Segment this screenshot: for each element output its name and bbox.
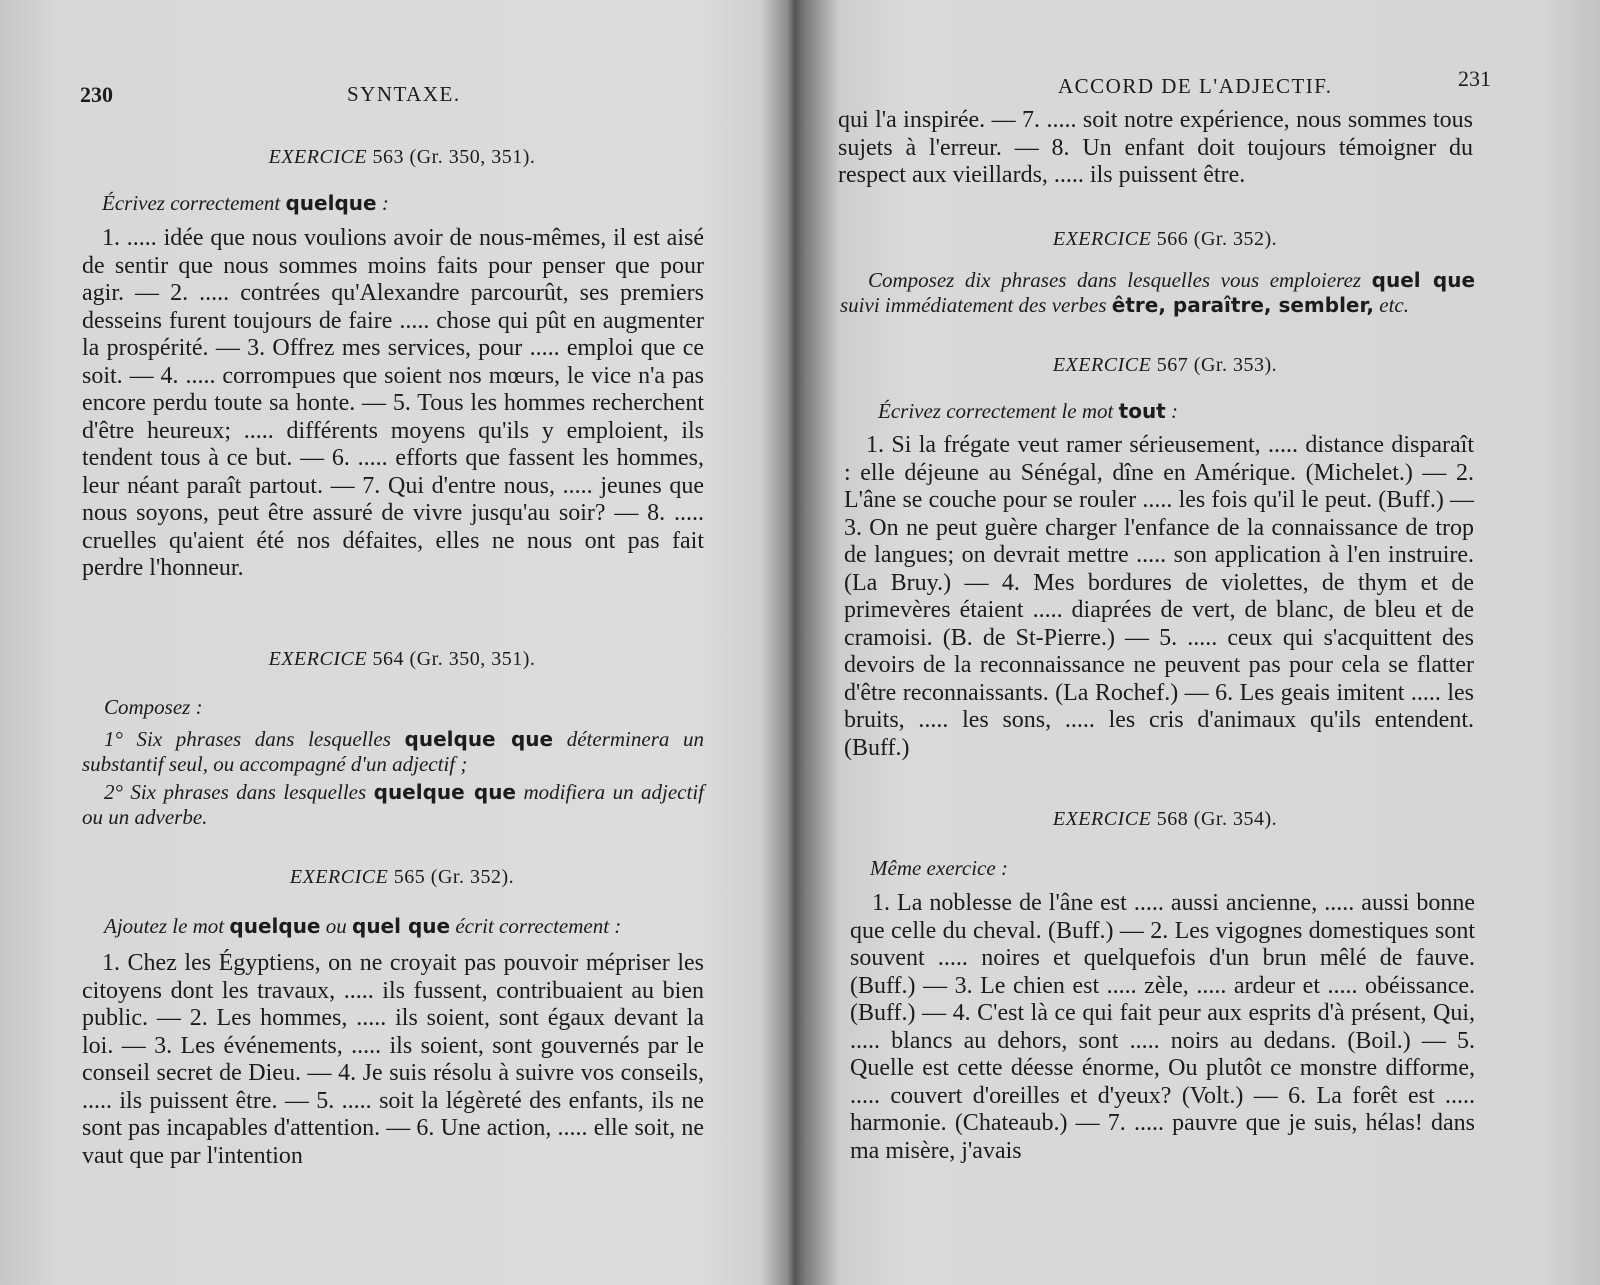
instruction-text: etc. xyxy=(1379,293,1410,317)
exercise-title xyxy=(850,228,1480,251)
right-page xyxy=(838,0,1500,1285)
exercise-title-label: EXERCICE xyxy=(1052,808,1152,830)
exercise-title xyxy=(82,866,722,889)
item-keyword: quelque que xyxy=(373,780,516,804)
instruction-keyword: quel que xyxy=(352,914,451,938)
instruction-text: Composez dix phrases dans lesquelles vous emploierez xyxy=(868,268,1362,292)
continuation-text: qui l'a inspirée. — 7. ..... soit notre expérience, nous sommes tous sujets à l'erreur. — 8. Un enfant doit toujours témoigner du respect aux vieillards, ..... ils puissent être. xyxy=(838,107,1473,188)
exercise-title-label: EXERCICE xyxy=(268,146,368,168)
instruction-keyword: tout xyxy=(1118,399,1166,423)
exercise-title xyxy=(82,146,722,169)
instruction-text: suivi immédiatement des verbes xyxy=(840,293,1107,317)
instruction-keyword: quel que xyxy=(1371,268,1476,292)
exercise-instruction xyxy=(104,914,621,939)
instruction-keyword: être, paraître, sembler, xyxy=(1111,293,1375,317)
exercise-title-ref: 565 (Gr. 352). xyxy=(393,866,515,888)
exercise-text: 1. Si la frégate veut ramer sérieusement, ..... distance disparaît : elle déjeune au Sénégal, dîne en Amérique. (Michelet.) — 2. L'âne se couche pour se rouler ..... les fois qu'il le peut. (Buff.) — 3. On ne peut guère charger l'enfance de la connaissance de trop de langues; on devrait mettre ..... son application à l'en instruire. (La Bruy.) — 4. Mes bordures de violettes, de thym et de primevères étaient ..... diaprées de vert, de blanc, de bleu et de cramoisi. (B. de St-Pierre.) — 5. ..... ceux qui s'acquittent des devoirs de la reconnaissance ne peuvent pas pour cela se flatter d'être reconnaissants. (La Rochef.) — 6. Les geais imitent ..... les bruits, ..... les sons, ..... les cris d'animaux qu'ils entendent. (Buff.) xyxy=(844,432,1474,761)
instruction-text: : xyxy=(381,191,389,215)
instruction-keyword: quelque xyxy=(229,914,321,938)
exercise-title xyxy=(82,648,722,671)
item-keyword: quelque que xyxy=(404,727,554,751)
exercise-item xyxy=(82,727,704,777)
instruction-text: écrit correctement : xyxy=(455,914,622,938)
exercise-text: 1. Chez les Égyptiens, on ne croyait pas pouvoir mépriser les citoyens dont les travaux, ..... ils fussent, contribuaient au bien public. — 2. Les hommes, ..... ils soient, sont égaux devant la loi. — 3. Les événements, ..... ils soient, sont gouvernés par le conseil secret de Dieu. — 4. Je suis résolu à suivre vos conseils, ..... ils puissent être. — 5. ..... soit la légèreté des enfants, ils ne sont pas incapables d'attention. — 6. Une action, ..... elle soit, ne vaut que par l'intention xyxy=(82,950,704,1169)
exercise-title-ref: 567 (Gr. 353). xyxy=(1156,354,1278,376)
instruction-text: Écrivez correctement xyxy=(102,191,281,215)
exercise-title-label: EXERCICE xyxy=(289,866,389,888)
instruction-text: : xyxy=(1171,399,1178,423)
instruction-text: ou xyxy=(325,914,347,938)
exercise-title-label: EXERCICE xyxy=(1052,354,1152,376)
exercise-title-label: EXERCICE xyxy=(1052,228,1152,250)
item-text: déterminera un substantif seul, ou accompagné d'un adjectif ; xyxy=(82,727,705,776)
exercise-title-label: EXERCICE xyxy=(268,648,368,670)
exercise-title-ref: 564 (Gr. 350, 351). xyxy=(372,648,536,670)
exercise-title-ref: 568 (Gr. 354). xyxy=(1156,808,1278,830)
exercise-instruction xyxy=(878,399,1178,424)
exercise-title-ref: 566 (Gr. 352). xyxy=(1156,228,1278,250)
running-head: ACCORD DE L'ADJECTIF. xyxy=(1058,74,1333,98)
exercise-item xyxy=(82,780,704,830)
exercise-instruction: Même exercice : xyxy=(870,856,1008,880)
item-text: 1° Six phrases dans lesquelles xyxy=(104,727,391,751)
exercise-title xyxy=(850,808,1480,831)
exercise-instruction xyxy=(840,268,1475,318)
exercise-title xyxy=(850,354,1480,377)
running-head: SYNTAXE. xyxy=(347,82,461,106)
instruction-text: Ajoutez le mot xyxy=(104,914,225,938)
left-page xyxy=(82,0,722,1285)
exercise-title-ref: 563 (Gr. 350, 351). xyxy=(372,146,536,168)
exercise-instruction xyxy=(102,191,389,216)
exercise-instruction: Composez : xyxy=(104,695,203,719)
item-text: 2° Six phrases dans lesquelles xyxy=(104,780,367,804)
item-text: modifiera un adjectif ou un adverbe. xyxy=(82,780,704,829)
page-number: 231 xyxy=(1458,66,1491,91)
page-number: 230 xyxy=(80,82,113,107)
exercise-text: 1. La noblesse de l'âne est ..... aussi ancienne, ..... aussi bonne que celle du cheval. (Buff.) — 2. Les vigognes domestiques sont souvent ..... noires et quelquefois d'un brun mêlé de fauve. (Buff.) — 3. Le chien est ..... zèle, ..... ardeur et ..... obéissance. (Buff.) — 4. C'est là ce qui fait peur aux esprits d'à présent, Qui, ..... blancs au dehors, sont ..... noirs au dedans. (Boil.) — 5. Quelle est cette déesse énorme, Ou plutôt ce monstre difforme, ..... couvert d'oreilles et d'yeux? (Volt.) — 6. La forêt est ..... harmonie. (Chateaub.) — 7. ..... pauvre que je suis, hélas! dans ma misère, j'avais xyxy=(850,890,1475,1164)
exercise-text: 1. ..... idée que nous voulions avoir de nous-mêmes, il est aisé de sentir que nous sommes moins faits pour penser que pour agir. — 2. ..... contrées qu'Alexandre parcourût, ses premiers desseins furent toujours de faire ..... chose qui pût en augmenter la prospérité. — 3. Offrez mes services, pour ..... emploi que ce soit. — 4. ..... corrompues que soient nos mœurs, le vice n'a pas encore perdu toute sa honte. — 5. Tous les hommes recherchent d'être heureux; ..... différents moyens qu'ils y emploient, ils tendent tous à ce but. — 6. ..... efforts que fassent les hommes, leur néant paraît partout. — 7. Qui d'entre nous, ..... jeunes que nous soyons, peut être assuré de vivre jusqu'au soir? — 8. ..... cruelles qu'aient été nos défaites, elles ne nous ont pas fait perdre l'honneur. xyxy=(82,225,704,581)
instruction-text: Écrivez correctement le mot xyxy=(878,399,1114,423)
instruction-keyword: quelque xyxy=(285,191,377,215)
